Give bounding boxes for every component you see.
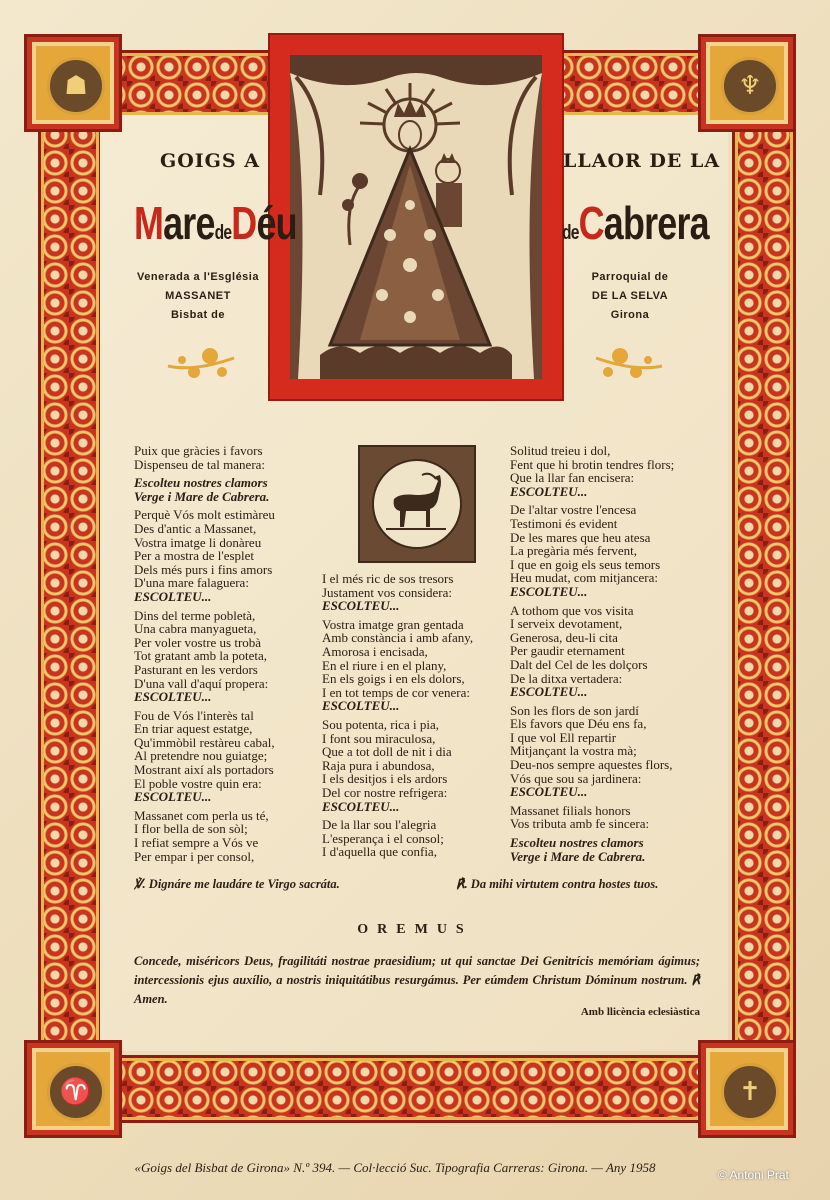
- verse-line: Tot gratant amb la poteta,: [134, 648, 268, 664]
- versicle: ℣. Dignáre me laudáre te Virgo sacráta.: [134, 877, 340, 891]
- refrain-line: Verge i Mare de Cabrera.: [134, 488, 270, 504]
- verse-line: Perquè Vós molt estimàreu: [134, 507, 275, 523]
- verse-line: Des d'antic a Massanet,: [134, 520, 257, 536]
- verse-line: Justament vos considera:: [322, 584, 452, 600]
- response: ℟. Da mihi virtutem contra hostes tuos.: [456, 877, 659, 891]
- verse-line: Generosa, deu-li cita: [510, 629, 618, 645]
- refrain-line: Verge i Mare de Cabrera.: [510, 848, 646, 864]
- verse-line: A tothom que vos visita: [510, 602, 634, 618]
- refrain-line: ESCOLTEU...: [134, 789, 212, 805]
- verse-line: Dalt del Cel de les dolçors: [510, 656, 648, 672]
- title-llaor: LLAOR DE LA: [563, 150, 721, 172]
- refrain-line: ESCOLTEU...: [134, 689, 212, 705]
- subtitle-right-line: Parroquial de: [591, 271, 669, 283]
- verse-column-2: [322, 572, 473, 859]
- verse-line: En el riure i en el plany,: [322, 657, 447, 673]
- prayer-text: Concede, miséricors Deus, fragilitáti nostrae praesidium; ut qui sanctae Dei Genitrícis memóriam ágimus; intercessionis ejus auxílio, a nostris iniquitátibus resurgámus. Per eúmdem Christum Dóminum nostrum. ℟ Amen.: [134, 954, 700, 1006]
- verse-column-3: [510, 444, 674, 863]
- verse-line: Vostra imatge li donàreu: [134, 534, 262, 550]
- angel-icon: ☗: [47, 57, 105, 115]
- verse-line: I que en goig els seus temors: [510, 556, 661, 572]
- verse-line: Per gaudir eternament: [510, 643, 625, 659]
- refrain-line: ESCOLTEU...: [134, 588, 212, 604]
- verse-line: Testimoni és evident: [510, 515, 618, 531]
- verse-line: Que la llar fan encisera:: [510, 470, 635, 486]
- title-word-abrera: abrera: [603, 197, 709, 249]
- verse-line: Fent que hi brotin tendres flors;: [510, 456, 675, 472]
- verse-line: Del cor nostre refrigera:: [322, 784, 448, 800]
- corner-medallion-lamb: [24, 1040, 122, 1138]
- verse-line: Fou de Vós l'interès tal: [134, 707, 254, 723]
- subtitle-right: [562, 268, 698, 325]
- lamb-icon: ♈: [47, 1063, 105, 1121]
- verse-line: D'una vall d'aquí propera:: [134, 675, 269, 691]
- virgin-and-child-icon: [290, 55, 542, 379]
- refrain-line: ESCOLTEU...: [510, 583, 588, 599]
- refrain-line: ESCOLTEU...: [510, 684, 588, 700]
- title-word-de: de: [214, 222, 232, 244]
- verse-line: I flor bella de son sòl;: [134, 821, 248, 837]
- subtitle-right-line: DE LA SELVA: [591, 290, 669, 302]
- floral-sprig-right-icon: [590, 342, 666, 382]
- verse-line: Per a mostra de l'esplet: [134, 548, 255, 564]
- refrain-line: Escolteu nostres clamors: [510, 835, 644, 851]
- verse-line: El poble vostre quin era:: [134, 775, 262, 791]
- winged-figure-icon: ♆: [721, 57, 779, 115]
- subtitle-left: [130, 268, 266, 325]
- verse-line: Dispenseu de tal manera:: [134, 456, 266, 472]
- verse-line: Sou potenta, rica i pia,: [322, 716, 439, 732]
- verse-line: Vós que sou sa jardinera:: [510, 770, 642, 786]
- verse-line: Una cabra manyagueta,: [134, 621, 257, 637]
- title-mare-de-deu: [134, 196, 297, 250]
- verse-line: Mostrant així als portadors: [134, 762, 274, 778]
- title-letter-c: C: [578, 197, 604, 249]
- verse-line: Massanet filials honors: [510, 802, 631, 818]
- verse-line: Dels més purs i fins amors: [134, 561, 273, 577]
- verse-line: I el més ric de sos tresors: [322, 571, 454, 586]
- verse-line: I serveix devotament,: [510, 616, 623, 632]
- refrain-line: ESCOLTEU...: [322, 598, 400, 614]
- verse-line: Qu'immòbil restàreu cabal,: [134, 734, 275, 750]
- verse-line: I refiat sempre a Vós ve: [134, 835, 259, 851]
- verse-line: Vostra imatge gran gentada: [322, 616, 464, 632]
- verse-line: De la ditxa vertadera:: [510, 670, 623, 686]
- verse-line: D'una mare falaguera:: [134, 575, 249, 591]
- verse-line: I d'aquella que confia,: [322, 844, 437, 860]
- verse-line: Heu mudat, com mitjancera:: [510, 570, 659, 586]
- subtitle-left-line: Venerada a l'Església: [137, 271, 259, 283]
- title-word-eu: éu: [256, 197, 297, 249]
- verse-line: Pasturant en les verdors: [134, 661, 258, 677]
- floral-sprig-left-icon: [164, 342, 240, 382]
- verse-line: Puix que gràcies i favors: [134, 443, 263, 458]
- verse-line: Amorosa i encisada,: [322, 643, 428, 659]
- verse-line: Per empar i per consol,: [134, 848, 255, 864]
- verse-line: Vos tributa amb fe sincera:: [510, 816, 650, 832]
- oremus-heading: OREMUS: [357, 922, 473, 937]
- cross-book-icon: ✝: [721, 1063, 779, 1121]
- virgin-woodcut-image: [290, 55, 542, 379]
- verse-line: Dins del terme pobletà,: [134, 607, 256, 623]
- verse-line: Deu-nos sempre aquestes flors,: [510, 757, 673, 773]
- title-word-are: are: [163, 197, 215, 249]
- verse-line: Al pretendre nou guiatge;: [134, 748, 268, 764]
- title-word-de-2: de: [562, 222, 579, 244]
- verse-line: En triar aquest estatge,: [134, 721, 253, 737]
- title-letter-d: D: [231, 197, 257, 249]
- refrain-line: Escolteu nostres clamors: [134, 475, 268, 491]
- refrain-line: ESCOLTEU...: [510, 483, 588, 499]
- verse-line: Per voler vostre us trobà: [134, 634, 262, 650]
- ornamental-border-bottom: [40, 1055, 796, 1123]
- goat-emblem: [358, 445, 476, 563]
- corner-medallion-book: [698, 1040, 796, 1138]
- verse-line: Son les flors de son jardí: [510, 702, 639, 718]
- verse-line: I els desitjos i els ardors: [322, 771, 448, 787]
- subtitle-left-line: Bisbat de: [170, 309, 225, 321]
- verse-line: Els favors que Déu ens fa,: [510, 716, 647, 732]
- verse-column-1: [134, 444, 275, 863]
- verse-line: De la llar sou l'alegria: [322, 817, 437, 833]
- subtitle-right-line: Girona: [610, 309, 650, 321]
- verse-line: De les mares que heu atesa: [510, 529, 651, 545]
- verse-line: Amb constància i amb afany,: [322, 630, 474, 646]
- title-goigs-a: GOIGS A: [160, 150, 260, 172]
- subtitle-left-line: MASSANET: [165, 290, 231, 302]
- verse-line: I en tot temps de cor venera:: [322, 684, 470, 700]
- corner-medallion-angel: [698, 34, 796, 132]
- verse-line: I font sou miraculosa,: [322, 730, 436, 746]
- verse-line: La pregària més fervent,: [510, 543, 638, 559]
- ecclesiastical-licence: Amb llicència eclesiàstica: [580, 1006, 700, 1018]
- title-de-cabrera: [562, 196, 709, 250]
- verse-line: En els goigs i en els dolors,: [322, 671, 465, 687]
- verse-line: De l'altar vostre l'encesa: [510, 502, 637, 518]
- verse-line: L'esperança i el consol;: [322, 830, 444, 846]
- verse-line: Solitud treieu i dol,: [510, 443, 611, 458]
- verse-line: I que vol Ell repartir: [510, 729, 617, 745]
- virgin-woodcut-frame: [268, 33, 564, 401]
- title-letter-m: M: [134, 197, 164, 249]
- verse-line: Massanet com perla us té,: [134, 807, 269, 823]
- refrain-line: ESCOLTEU...: [322, 798, 400, 814]
- verse-line: Que a tot doll de nit i dia: [322, 744, 452, 760]
- verse-line: Raja pura i abundosa,: [322, 757, 435, 773]
- refrain-line: ESCOLTEU...: [322, 698, 400, 714]
- verse-line: Mitjançant la vostra mà;: [510, 743, 637, 759]
- refrain-line: ESCOLTEU...: [510, 784, 588, 800]
- colophon: «Goigs del Bisbat de Girona» N.º 394. — Col·lecció Suc. Tipografia Carreras: Girona. — Any 1958: [134, 1160, 656, 1175]
- copyright-watermark: © Antoni Prat: [718, 1168, 789, 1182]
- corner-medallion-man: [24, 34, 122, 132]
- goat-icon: [380, 469, 452, 537]
